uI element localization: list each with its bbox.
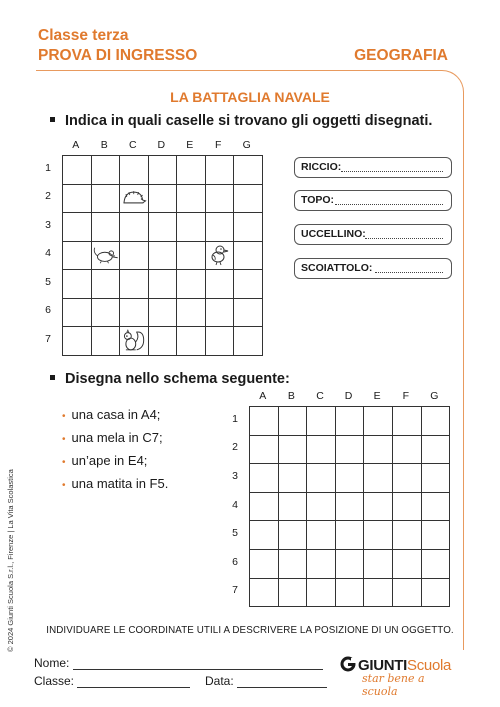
column-label: B [287,390,295,402]
bullet-dot-icon: • [62,411,66,422]
grid-cell[interactable] [63,298,92,327]
exercise1-instruction-text: Indica in quali caselle si trovano gli oggetti disegnati. [65,113,433,129]
grid-cell[interactable] [364,407,393,436]
answer-label: SCOIATTOLO: [301,262,373,274]
row-label: 7 [232,584,238,597]
grid-cell[interactable] [120,241,149,270]
grid-cell[interactable] [421,464,450,493]
answer-line[interactable] [365,238,443,239]
grid-cell[interactable] [364,578,393,607]
column-label: C [128,139,137,151]
copyright-vertical: © 2024 Giunti Scuola S.r.l., Firenze | La Vita Scolastica [6,469,15,652]
drawing-items-list [62,403,168,495]
grid-cell[interactable] [307,578,336,607]
grid-cell[interactable] [335,578,364,607]
grid-row [63,241,263,270]
class-field-label: Classe: [34,674,75,688]
answer-label: RICCIO: [301,161,342,173]
grid-cell[interactable] [63,270,92,299]
grid-cell[interactable] [335,521,364,550]
logo-tagline: star bene a scuola [362,672,425,698]
grid-cell[interactable] [148,213,177,242]
grid-cell[interactable] [278,549,307,578]
grid-row [63,327,263,356]
grid-cell[interactable] [364,549,393,578]
grid-cell[interactable] [421,549,450,578]
list-item: • una mela in C7; [62,430,163,445]
subject-label: GEOGRAFIA [354,47,448,64]
column-label: C [316,390,324,402]
grid-cell[interactable] [148,298,177,327]
bullet-square-icon [50,117,55,122]
grid-cell[interactable] [278,435,307,464]
grid-row [250,578,450,607]
grid-cell[interactable] [250,521,279,550]
grid-cell[interactable] [278,578,307,607]
grid-row [63,184,263,213]
grid-cell[interactable] [335,407,364,436]
grid-cell[interactable] [421,578,450,607]
column-label: D [157,139,166,151]
grid-cell[interactable] [392,549,421,578]
column-label: G [430,390,439,402]
grid-cell[interactable] [421,521,450,550]
grid-cell[interactable] [205,156,234,185]
row-label: 1 [232,412,238,425]
date-label: Data: [205,674,234,688]
grid-cell[interactable] [91,298,120,327]
grid-cell[interactable] [205,298,234,327]
answer-line[interactable] [341,171,443,172]
grid-cell[interactable] [91,327,120,356]
grid-cell[interactable] [278,521,307,550]
grid-row [250,435,450,464]
column-label: D [344,390,353,402]
bullet-square-icon [50,375,55,380]
answer-box-topo[interactable] [294,190,452,211]
grid-row [63,156,263,185]
giunti-scuola-logo: GIUNTIScuola star bene a scuola [340,656,460,698]
mouse-picture [92,242,120,270]
grid-cell[interactable] [234,184,263,213]
name-label: Nome: [34,656,70,670]
grid-cell[interactable] [335,464,364,493]
grid-row [63,270,263,299]
row-label: 1 [45,161,51,174]
grid-cell[interactable] [421,492,450,521]
grid-cell[interactable] [335,492,364,521]
grid-cell[interactable] [278,464,307,493]
grid-cell[interactable] [307,407,336,436]
grid-cell[interactable] [307,464,336,493]
grid-cell[interactable] [63,241,92,270]
row-label: 4 [232,498,238,511]
grid-cell[interactable] [120,184,149,213]
test-label: PROVA DI INGRESSO [38,47,198,64]
column-label: E [186,139,194,151]
grid-cell[interactable] [148,270,177,299]
squirrel-picture [120,327,148,355]
grid-cell[interactable] [177,213,206,242]
grid-cell[interactable] [234,213,263,242]
grid-cell[interactable] [364,492,393,521]
grid-cell[interactable] [177,270,206,299]
date-field[interactable] [205,674,327,688]
grid-row [250,549,450,578]
row-label: 5 [45,275,51,288]
grid-cell[interactable] [148,327,177,356]
class-field[interactable] [34,674,190,688]
grid-cell[interactable] [234,241,263,270]
grid-cell[interactable] [250,464,279,493]
grid1 [62,155,263,356]
column-label: G [242,139,251,151]
grid-cell[interactable] [205,241,234,270]
grid-cell[interactable] [234,327,263,356]
grid-cell[interactable] [177,298,206,327]
grid-cell[interactable] [307,435,336,464]
grid-cell[interactable] [234,156,263,185]
column-label: B [100,139,108,151]
row-label: 3 [232,470,238,482]
grid-row [63,213,263,242]
grid-cell[interactable] [364,521,393,550]
row-label: 2 [232,441,238,454]
grid-cell[interactable] [120,298,149,327]
grid-cell[interactable] [364,464,393,493]
grid-cell[interactable] [307,492,336,521]
list-item: • un’ape in E4; [62,453,148,468]
row-label: 5 [232,527,238,540]
grid-cell[interactable] [250,549,279,578]
grid-cell[interactable] [205,327,234,356]
grid-cell[interactable] [63,156,92,185]
grid-cell[interactable] [421,435,450,464]
grid-cell[interactable] [335,549,364,578]
exercise2-instruction-text: Disegna nello schema seguente: [65,371,290,387]
grid-cell[interactable] [177,327,206,356]
answer-label: TOPO: [301,194,335,206]
grid-cell[interactable] [250,435,279,464]
grid-cell[interactable] [307,549,336,578]
grid-cell[interactable] [250,578,279,607]
grid-cell[interactable] [234,270,263,299]
grid-cell[interactable] [250,492,279,521]
row-label: 3 [45,218,51,231]
grid-cell[interactable] [392,464,421,493]
grid-cell[interactable] [120,270,149,299]
answer-box-riccio[interactable] [294,157,452,178]
grid-cell[interactable] [63,213,92,242]
grid-cell[interactable] [278,492,307,521]
grid-cell[interactable] [234,298,263,327]
answer-label: UCCELLINO: [301,228,366,240]
grid-row [63,298,263,327]
class-line[interactable] [77,675,190,688]
column-label: F [215,139,222,151]
column-label: A [72,139,80,151]
row-label: 7 [45,332,51,345]
exercise2-instruction [50,371,290,387]
column-label: A [259,390,267,402]
row-label: 2 [45,190,51,203]
list-item: • una casa in A4; [62,407,161,422]
grid-cell[interactable] [148,241,177,270]
grid-cell[interactable] [177,241,206,270]
grid-cell[interactable] [364,435,393,464]
grid-cell[interactable] [63,327,92,356]
grid-cell[interactable] [278,407,307,436]
grid-row [250,464,450,493]
date-line[interactable] [237,675,327,688]
grid-cell[interactable] [91,156,120,185]
grid-row [250,407,450,436]
column-label: F [402,390,409,402]
grid-cell[interactable] [421,407,450,436]
grid-cell[interactable] [205,213,234,242]
grid-cell[interactable] [335,435,364,464]
grid-cell[interactable] [148,184,177,213]
answer-line[interactable] [335,204,443,205]
list-item: • una matita in F5. [62,476,169,491]
grid-cell[interactable] [177,184,206,213]
grid-cell[interactable] [205,270,234,299]
bird-picture [206,242,234,270]
grid-cell[interactable] [120,213,149,242]
row-label: 4 [45,247,51,260]
answer-box-uccellino[interactable] [294,224,452,245]
grid2 [249,406,450,607]
grid-cell[interactable] [91,213,120,242]
grid-cell[interactable] [392,578,421,607]
bullet-dot-icon: • [62,457,66,468]
grid-cell[interactable] [120,156,149,185]
grid-cell[interactable] [307,521,336,550]
name-line[interactable] [73,657,323,670]
grid-cell[interactable] [63,184,92,213]
name-field[interactable] [34,656,323,670]
grid-row [250,521,450,550]
grid-cell[interactable] [392,407,421,436]
footer-note: INDIVIDUARE LE COORDINATE UTILI A DESCRIVERE LA POSIZIONE DI UN OGGETTO. [46,625,454,636]
bullet-dot-icon: • [62,434,66,445]
answer-line[interactable] [375,272,443,273]
grid-cell[interactable] [91,184,120,213]
row-label: 6 [45,304,51,317]
grid-cell[interactable] [177,156,206,185]
hedgehog-picture [120,185,148,213]
grid-cell[interactable] [392,435,421,464]
bullet-dot-icon: • [62,480,66,491]
grid-row [250,492,450,521]
grid-cell[interactable] [392,521,421,550]
page-title: LA BATTAGLIA NAVALE [170,89,330,105]
g-logo-icon [340,656,356,672]
answer-box-scoiattolo[interactable] [294,258,452,279]
class-label: Classe terza [38,27,129,44]
row-label: 6 [232,555,238,568]
grid-cell[interactable] [91,270,120,299]
grid-cell[interactable] [148,156,177,185]
grid-cell[interactable] [91,241,120,270]
grid-cell[interactable] [250,407,279,436]
grid-cell[interactable] [205,184,234,213]
grid-cell[interactable] [392,492,421,521]
grid-cell[interactable] [120,327,149,356]
column-label: E [373,390,381,402]
exercise1-instruction [50,113,432,129]
